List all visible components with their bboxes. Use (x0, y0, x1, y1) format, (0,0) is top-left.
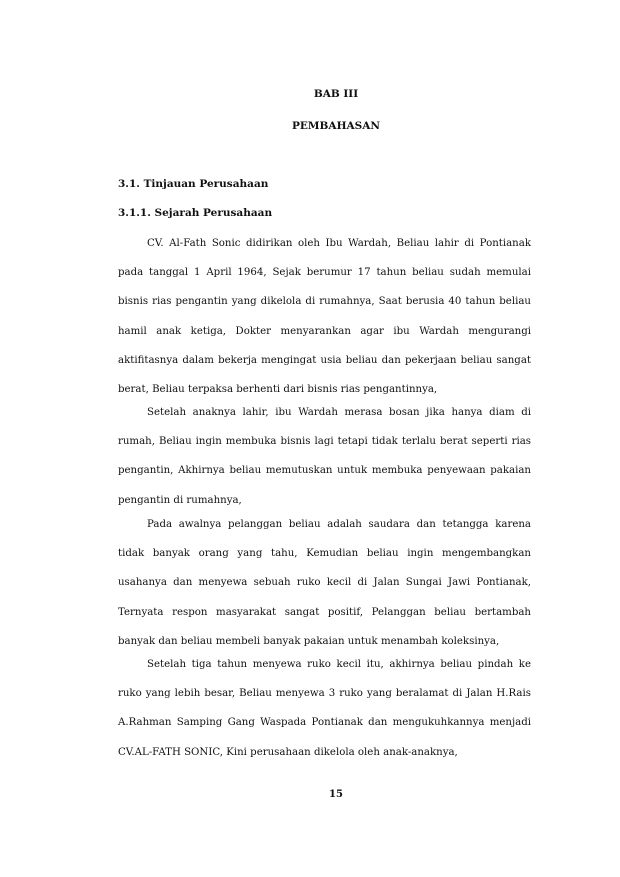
paragraph-3: Pada awalnya pelanggan beliau adalah saudara dan tetangga karena tidak banyak orang yang tahu, Kemudian beliau ingin mengembangkan usahanya dan menyewa sebuah ruko kecil di Jalan Sungai Jawi Pontianak, Ternyata respon masyarakat sangat positif, Pelanggan beliau bertambah banyak dan beliau membeli banyak pakaian untuk menambah koleksinya, (118, 519, 531, 647)
page-number: 15 (329, 789, 343, 800)
section-heading: 3.1. Tinjauan Perusahaan (118, 178, 269, 190)
chapter-title: PEMBAHASAN (292, 120, 380, 132)
paragraph-1: CV. Al-Fath Sonic didirikan oleh Ibu Wardah, Beliau lahir di Pontianak pada tanggal 1 April 1964, Sejak berumur 17 tahun beliau sudah memulai bisnis rias pengantin yang dikelola di rumahnya, Saat berusia 40 tahun beliau hamil anak ketiga, Dokter menyarankan agar ibu Wardah mengurangi aktifitasnya dalam bekerja mengingat usia beliau dan pekerjaan beliau sangat berat, Beliau terpaksa berhenti dari bisnis rias pengantinnya, (118, 238, 531, 396)
subsection-heading: 3.1.1. Sejarah Perusahaan (118, 207, 273, 219)
paragraph-4: Setelah tiga tahun menyewa ruko kecil itu, akhirnya beliau pindah ke ruko yang lebih besar, Beliau menyewa 3 ruko yang beralamat di Jalan H.Rais A.Rahman Samping Gang Waspada Pontianak dan mengukuhkannya menjadi CV.AL-FATH SONIC, Kini perusahaan dikelola oleh anak-anaknya, (118, 659, 531, 758)
paragraph-2: Setelah anaknya lahir, ibu Wardah merasa bosan jika hanya diam di rumah, Beliau ingin membuka bisnis lagi tetapi tidak terlalu berat seperti rias pengantin, Akhirnya beliau memutuskan untuk membuka penyewaan pakaian pengantin di rumahnya, (118, 407, 531, 506)
chapter-heading: BAB III (313, 88, 359, 100)
